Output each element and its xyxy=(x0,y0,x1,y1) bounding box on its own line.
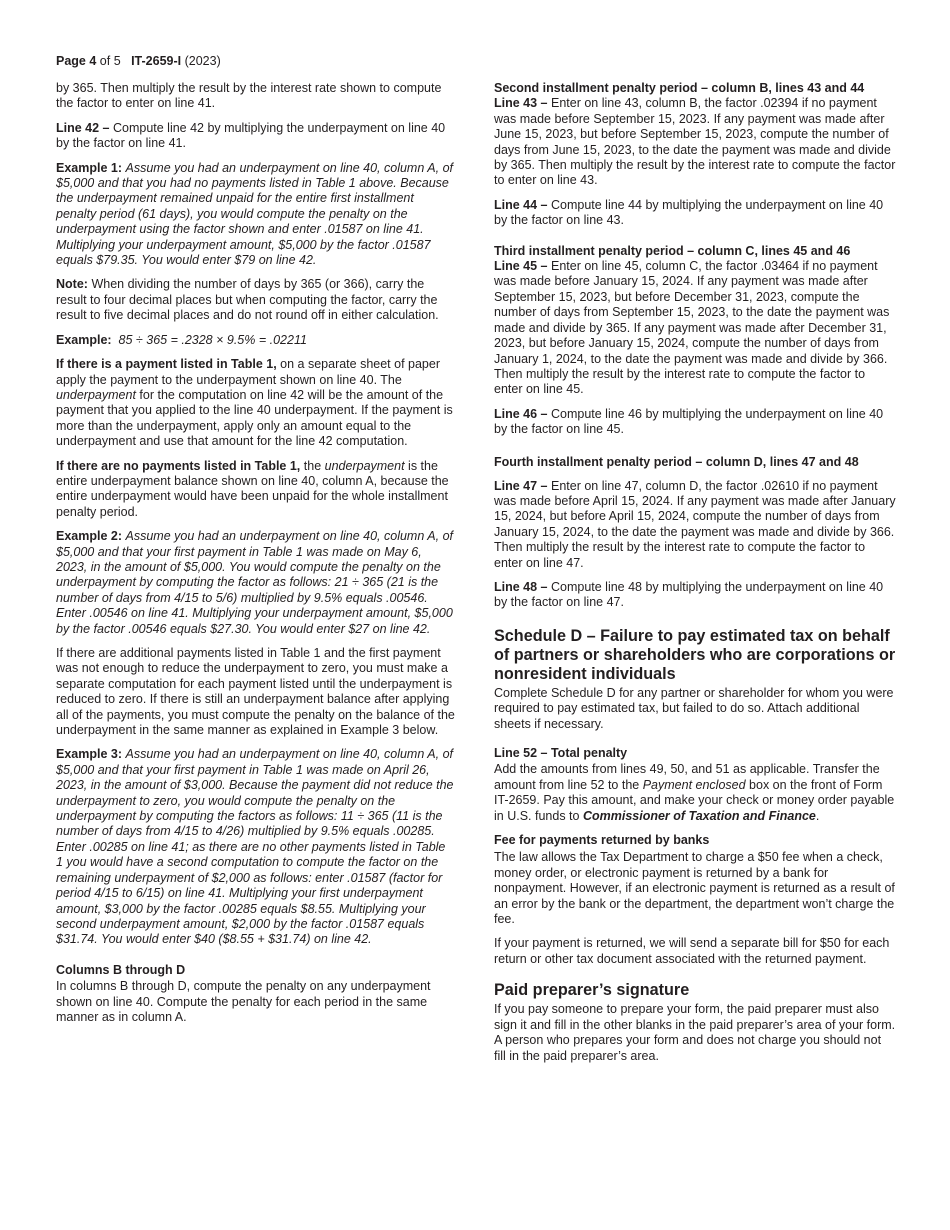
line-43-paragraph: Line 43 – Enter on line 43, column B, the factor .02394 if no payment was made before September 15, 2023. If any payment was made after June 15, 2023, but before September 15, 2023, compute the number of days from June 15, 2023, to the date the payment was made and divide by 365. Then multiply the result by the interest rate to compute the factor to enter on line 43. xyxy=(494,96,896,188)
line-45-paragraph: Line 45 – Enter on line 45, column C, the factor .03464 if no payment was made before January 15, 2024. If any payment was made after September 15, 2023, but before December 31, 2023, compute the number of days from September 15, 2023, to the date the payment was made and divide by 365. If any payment was made after December 31, 2023, but before January 15, 2024, compute the number of days from January 1, 2024, to the date the payment was made and divide by 366. Then multiply the result by the interest rate to compute the factor to enter on line 45. xyxy=(494,259,890,397)
fourth-period-heading: Fourth installment penalty period – column D, lines 47 and 48 xyxy=(494,454,859,469)
line-42-label: Line 42 – xyxy=(56,120,110,135)
form-year: (2023) xyxy=(184,54,221,68)
paid-preparer-paragraph: If you pay someone to prepare your form, the paid preparer must also sign it and fill in the other blanks in the paid preparer’s area of your form. A person who prepares your form and does not charge you should not fill in the paid preparer’s area. xyxy=(494,1002,896,1063)
form-number: IT-2659-I xyxy=(131,54,182,68)
line-52-heading: Line 52 – Total penalty xyxy=(494,746,628,760)
columns-b-d-heading: Columns B through D xyxy=(56,962,186,977)
line-52-paragraph: Add the amounts from lines 49, 50, and 51 as applicable. Transfer the amount from line 52 to the Payment enclosed box on the front of Form IT-2659. Pay this amount, and make your check or money order payable in U.S. funds to Commissioner of Taxation and Finance. xyxy=(494,762,895,823)
example-3-paragraph: Example 3: Assume you had an underpayment on line 40, column A, of $5,000 and that your first payment in Table 1 was made on April 26, 2023, in the amount of $3,000. Because the payment did not reduce the underpayment to zero, you would compute the penalty on the underpayment by computing the factors as follows: 11 ÷ 365 (11 is the number of days from 4/15 to 4/26) multiplied by 9.5% equals .00285. Enter .00285 on line 41; as there are no other payments listed in Table 1 you would have a second computation to compute the factor on the remaining underpayment of $2,000 as follows: enter .01587 (factor for period 4/15 to 6/15) on line 41. Multiplying your first underpayment amount, $3,000 by the factor .00285 equals $8.55. Multiplying your second underpayment amount, $2,000 by the factor .01587 equals $31.74. You would enter $40 ($8.55 + $31.74) on line 42. xyxy=(56,747,454,947)
example-3-label: Example 3: xyxy=(56,747,123,762)
page-number: Page 4 xyxy=(56,54,97,68)
line-44-paragraph: Line 44 – Compute line 44 by multiplying the underpayment on line 40 by the factor on line 43. xyxy=(494,197,884,228)
columns-b-d-paragraph: In columns B through D, compute the penalty on any underpayment shown on line 40. Compute the penalty for each period in the same manner as in column A. xyxy=(56,979,431,1024)
payment-listed-paragraph: If there is a payment listed in Table 1, on a separate sheet of paper apply the payment to the underpayment shown on line 40. The underpayment for the computation on line 42 will be the amount of the payment that you applied to the line 40 underpayment. If the payment is more than the underpayment, apply only an amount equal to the underpayment and use that amount for the line 42 computation. xyxy=(56,357,453,449)
line-48-paragraph: Line 48 – Compute line 48 by multiplying the underpayment on line 40 by the factor on line 47. xyxy=(494,579,884,610)
paid-preparer-heading: Paid preparer’s signature xyxy=(494,981,690,1000)
left-column xyxy=(56,81,455,1034)
schedule-d-paragraph: Complete Schedule D for any partner or shareholder for whom you were required to pay estimated tax, but failed to do so. Attach additional sheets if necessary. xyxy=(494,685,894,731)
example-paragraph: Example: 85 ÷ 365 = .2328 × 9.5% = .02211 xyxy=(56,332,307,347)
right-column xyxy=(494,81,896,1073)
paragraph-continued: by 365. Then multiply the result by the interest rate shown to compute the factor to enter on line 41. xyxy=(56,81,442,111)
note-label: Note: xyxy=(56,277,88,292)
no-payments-paragraph: If there are no payments listed in Table 1, the underpayment is the entire underpayment balance shown on line 40, column A, because the entire underpayment would have been unpaid for the whole installment penalty period. xyxy=(56,458,449,519)
line-46-paragraph: Line 46 – Compute line 46 by multiplying the underpayment on line 40 by the factor on line 45. xyxy=(494,406,884,437)
line-42-paragraph: Line 42 – Compute line 42 by multiplying the underpayment on line 40 by the factor on line 41. xyxy=(56,120,446,151)
page-header xyxy=(56,54,221,69)
additional-payments-paragraph: If there are additional payments listed in Table 1 and the first payment was not enough to reduce the underpayment to zero, you must make a separate computation for each payment listed until the underpayment is reduced to zero. If there is still an underpayment balance after applying all of the payments, you must compute the penalty on the balance of the underpayment in the same manner as explained in Example 3 below. xyxy=(56,646,455,738)
example-2-label: Example 2: xyxy=(56,529,123,544)
fee-heading: Fee for payments returned by banks xyxy=(494,833,710,848)
example-1-paragraph: Example 1: Assume you had an underpayment on line 40, column A, of $5,000 and that you had no payments listed in Table 1 above. Because the underpayment remained unpaid for the entire first installment penalty period (61 days), you would compute the penalty on the underpayment using the factor shown and enter .01587 on line 41. Multiplying your underpayment amount, $5,000 by the factor .01587 equals $79.35. You would enter $79 on line 42. xyxy=(56,160,454,268)
returned-payment-paragraph: If your payment is returned, we will send a separate bill for $50 for each return or other tax document associated with the returned payment. xyxy=(494,936,890,966)
third-period-heading: Third installment penalty period – column C, lines 45 and 46 xyxy=(494,243,851,258)
second-period-heading: Second installment penalty period – column B, lines 43 and 44 xyxy=(494,81,865,95)
page-total: of 5 xyxy=(99,54,121,68)
fee-paragraph: The law allows the Tax Department to charge a $50 fee when a check, money order, or electronic payment is returned by a bank for nonpayment. However, if an electronic payment is returned as a result of an error by the bank or the department, the department won’t charge the fee. xyxy=(494,850,895,927)
line-47-paragraph: Line 47 – Enter on line 47, column D, the factor .02610 if no payment was made before April 15, 2024. If any payment was made after January 15, 2024, but before April 15, 2024, compute the number of days from January 15, 2024, to the date the payment was made and divide by 366. Then multiply the result by the interest rate to compute the factor to enter on line 47. xyxy=(494,478,896,570)
note-paragraph: Note: When dividing the number of days by 365 (or 366), carry the result to four decimal places but when computing the factor, carry the result to five decimal places and do not round off in either calculation. xyxy=(56,277,439,323)
example-2-paragraph: Example 2: Assume you had an underpayment on line 40, column A, of $5,000 and that your first payment in Table 1 was made on May 6, 2023, in the amount of $5,000. You would compute the penalty on the underpayment by computing the factor as follows: 21 ÷ 365 (21 is the number of days from 4/15 to 5/6) multiplied by 9.5% equals .00546. Enter .00546 on line 41. Multiplying your underpayment amount, $5,000 by the factor .00546 equals $27.30. You would enter $27 on line 42. xyxy=(56,529,454,636)
schedule-d-heading: Schedule D – Failure to pay estimated tax on behalf of partners or shareholders who are corporations or nonresident individuals xyxy=(494,626,896,683)
example-label: Example: xyxy=(56,332,112,347)
example-1-label: Example 1: xyxy=(56,160,123,175)
